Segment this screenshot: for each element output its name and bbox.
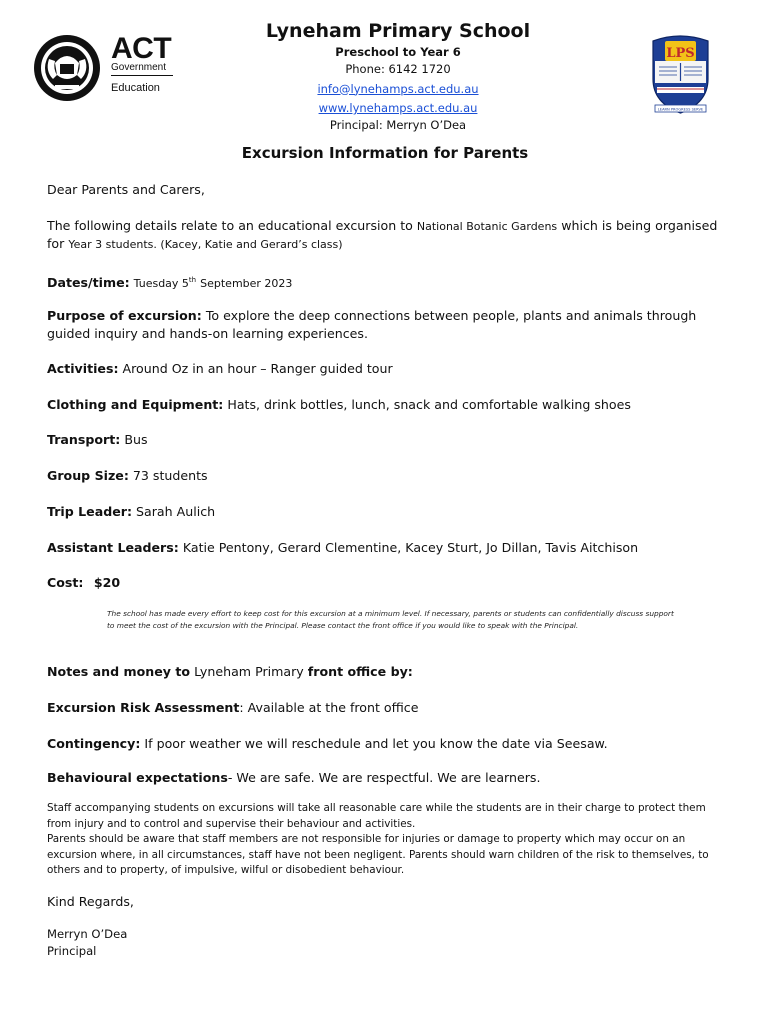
crest-motto: LEARN PROGRESS SERVE xyxy=(657,107,704,112)
act-government-education-logo xyxy=(33,33,178,101)
clothing-row xyxy=(47,396,631,414)
act-coat-of-arms-icon xyxy=(33,33,105,105)
intro-year-group: Year 3 students. (Kacey, Katie and Gerard’s class) xyxy=(68,238,343,251)
risk-assessment-row xyxy=(47,699,418,717)
behaviour-label: Behavioural expectations xyxy=(47,770,228,785)
notes-label-a: Notes and money to xyxy=(47,664,191,679)
school-principal: Principal: Merryn O’Dea xyxy=(329,117,467,132)
greeting: Dear Parents and Carers, xyxy=(47,182,205,197)
intro-text-a: The following details relate to an educational excursion to xyxy=(47,218,413,233)
school-header xyxy=(220,18,576,133)
transport-label: Transport: xyxy=(47,432,121,447)
fine-print-line-1: Staff accompanying students on excursions will take all reasonable care while the students are in their charge to protect them xyxy=(47,802,706,814)
lps-school-crest xyxy=(643,27,718,122)
transport-row xyxy=(47,431,148,449)
cost-value: $20 xyxy=(93,575,121,590)
clothing-value: Hats, drink bottles, lunch, snack and comfortable walking shoes xyxy=(227,397,631,412)
trip-leader-label: Trip Leader: xyxy=(47,504,133,519)
dates-value-day: Tuesday 5 xyxy=(133,277,189,291)
closing-regards: Kind Regards, xyxy=(47,894,134,909)
excursion-destination: National Botanic Gardens xyxy=(416,220,558,233)
purpose-value-1: To explore the deep connections between people, plants and animals through xyxy=(205,308,697,323)
crest-monogram: LPS xyxy=(666,46,695,61)
purpose-row xyxy=(47,307,696,325)
trip-leader-row xyxy=(47,503,215,521)
cost-row xyxy=(47,574,120,592)
group-size-value: 73 students xyxy=(132,468,208,483)
page-title: Excursion Information for Parents xyxy=(241,144,529,162)
purpose-label: Purpose of excursion: xyxy=(47,308,202,323)
government-wordmark: Government xyxy=(111,62,167,73)
fine-print-line-5: others and to property, of impulsive, wilful or disobedient behaviour. xyxy=(47,864,405,876)
risk-assessment-value: : Available at the front office xyxy=(239,700,419,715)
fine-print-line-4: excursion where, in all circumstances, staff have not been negligent. Parents should warn children of the risk to themselves, to xyxy=(47,849,709,861)
fine-print-line-3: Parents should be aware that staff members are not responsible for injuries or damage to property which may occur on an xyxy=(47,833,686,845)
trip-leader-value: Sarah Aulich xyxy=(136,504,216,519)
lps-crest-icon xyxy=(643,27,718,122)
group-size-row xyxy=(47,467,208,485)
intro-line-1 xyxy=(47,217,717,236)
notes-label-b: front office by: xyxy=(307,664,413,679)
school-phone: Phone: 6142 1720 xyxy=(345,62,451,76)
assistant-leaders-label: Assistant Leaders: xyxy=(47,540,179,555)
behaviour-row xyxy=(47,769,540,787)
contingency-label: Contingency: xyxy=(47,736,141,751)
intro-text-b: which is being organised xyxy=(561,218,718,233)
cost-label: Cost: xyxy=(47,575,84,590)
school-email-link[interactable]: info@lynehamps.act.edu.au xyxy=(317,81,479,96)
closing-role: Principal xyxy=(47,944,97,958)
group-size-label: Group Size: xyxy=(47,468,129,483)
notes-value: Lyneham Primary xyxy=(194,664,304,679)
activities-label: Activities: xyxy=(47,361,119,376)
clothing-label: Clothing and Equipment: xyxy=(47,397,224,412)
cost-notice-line-2: to meet the cost of the excursion with the Principal. Please contact the front office if you would like to speak with the Principal. xyxy=(107,621,579,630)
dates-row xyxy=(47,271,292,293)
contingency-value: If poor weather we will reschedule and let you know the date via Seesaw. xyxy=(144,736,608,751)
dates-value-suffix: th xyxy=(188,276,197,284)
dates-label: Dates/time: xyxy=(47,275,130,291)
intro-line-2 xyxy=(47,235,343,254)
cost-notice-line-1: The school has made every effort to keep cost for this excursion at a minimum level. If necessary, parents or students can confidentially discuss support xyxy=(107,609,674,618)
school-website-link[interactable]: www.lynehamps.act.edu.au xyxy=(318,101,478,115)
activities-row xyxy=(47,360,393,378)
assistant-leaders-value: Katie Pentony, Gerard Clementine, Kacey Sturt, Jo Dillan, Tavis Aitchison xyxy=(182,540,639,555)
school-subtitle: Preschool to Year 6 xyxy=(335,45,461,59)
purpose-value-2: guided inquiry and hands-on learning experiences. xyxy=(47,326,368,341)
school-name: Lyneham Primary School xyxy=(265,20,531,42)
fine-print-line-2: from injury and to control and supervise their behaviour and activities. xyxy=(47,818,416,830)
risk-assessment-label: Excursion Risk Assessment xyxy=(47,700,240,715)
intro-for: for xyxy=(47,236,65,251)
closing-name: Merryn O’Dea xyxy=(47,927,128,941)
activities-value: Around Oz in an hour – Ranger guided tour xyxy=(122,361,393,376)
dates-value-month: September 2023 xyxy=(200,277,293,291)
notes-row xyxy=(47,663,413,681)
logo-divider xyxy=(111,75,173,76)
contingency-row xyxy=(47,735,608,753)
act-wordmark: ACT xyxy=(111,32,172,65)
assistant-leaders-row xyxy=(47,539,638,557)
behaviour-value: - We are safe. We are respectful. We are learners. xyxy=(227,770,541,785)
transport-value: Bus xyxy=(124,432,148,447)
education-wordmark: Education xyxy=(111,82,160,94)
